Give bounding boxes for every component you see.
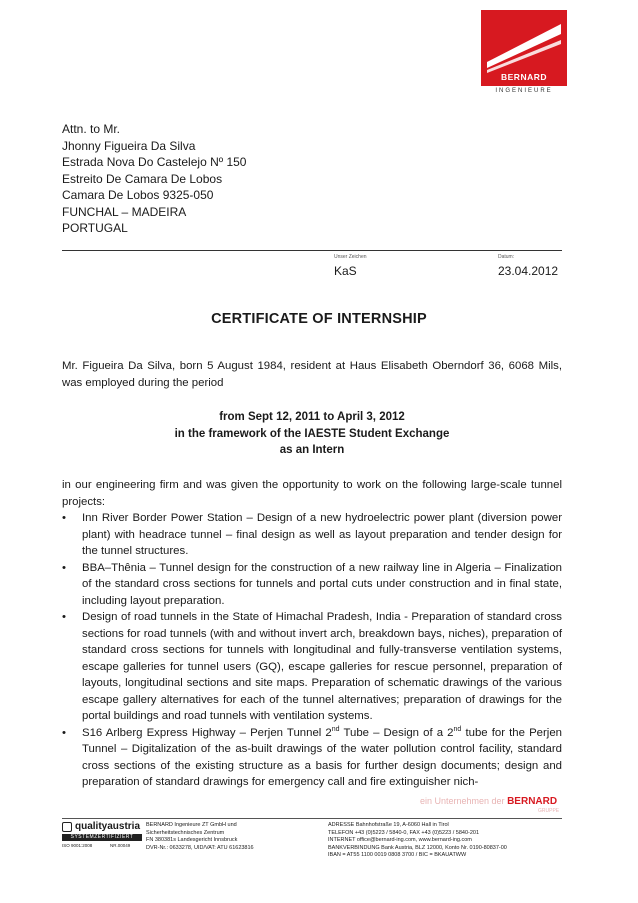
date-label: Datum: bbox=[498, 254, 515, 260]
footer-line: BANKVERBINDUNG Bank Austria, BLZ 12000, Konto Nr. 0190-80837-00 bbox=[328, 844, 507, 851]
list-item bbox=[62, 725, 562, 791]
footer-line: FN 380381s Landesgericht Innsbruck bbox=[146, 837, 238, 843]
iso-standard: ISO 9001:2008 bbox=[62, 843, 93, 848]
list-item-text-middle: Tube – Design of a 2 bbox=[339, 726, 454, 739]
address-line: Estrada Nova Do Castelejo Nº 150 bbox=[62, 155, 247, 169]
bullet-icon: • bbox=[62, 726, 66, 739]
footer-contact-info bbox=[328, 822, 507, 860]
address-line: Attn. to Mr. bbox=[62, 122, 121, 136]
certification-name: qualityaustria bbox=[75, 821, 141, 832]
footer-line: TELEFON +43 (0)5223 / 5840-0, FAX +43 (0)5223 / 5840-201 bbox=[328, 829, 480, 836]
address-line: Camara De Lobos 9325-050 bbox=[62, 188, 214, 202]
group-tagline bbox=[420, 796, 557, 807]
bullet-icon: • bbox=[62, 512, 66, 524]
list-item-text: Inn River Border Power Station – Design of a new hydroelectric power plant (diversion power plant) with headrace tunnel – final design as well as layout preparation and tender design for the tunnel structures. bbox=[82, 512, 562, 557]
bullet-icon: • bbox=[62, 611, 66, 623]
logo-subtitle: INGENIEURE bbox=[495, 88, 553, 94]
quality-mark-icon bbox=[62, 822, 72, 832]
reference-label: Unser Zeichen bbox=[334, 254, 367, 260]
program-line: in the framework of the IAESTE Student Exchange bbox=[174, 427, 450, 440]
ordinal-suffix: nd bbox=[331, 725, 340, 733]
tagline-brand: BERNARD bbox=[507, 796, 558, 807]
intro-paragraph: Mr. Figueira Da Silva, born 5 August 1984, resident at Haus Elisabeth Oberndorf 36, 6068 Mils, was employed during the period bbox=[62, 360, 562, 389]
certification-banner: SYSTEMZERTIFIZIERT bbox=[62, 834, 142, 841]
footer-line: IBAN = AT55 1100 0019 0808 3700 / BIC = BKAUATWW bbox=[328, 852, 467, 858]
tagline-text: ein Unternehmen der bbox=[420, 796, 505, 806]
company-logo bbox=[481, 10, 567, 94]
date-value: 23.04.2012 bbox=[498, 264, 559, 278]
role-line: as an Intern bbox=[279, 444, 345, 456]
address-line: FUNCHAL – MADEIRA bbox=[62, 204, 187, 219]
certification-number: NR.00049 bbox=[110, 843, 131, 848]
header-divider bbox=[62, 250, 562, 251]
list-item-text: Design of road tunnels in the State of Himachal Pradesh, India - Preparation of standard cross sections for road tunnels (with and without invert arch, breakdown bays, niches), preparation of standard cross sections for tunnels with longitudinal and fully-transverse ventilation systems, escape galleries for tunnel users (GQ), escape galleries for rescue personnel, preparation of layouts, longitudinal sections and site maps. Preparation of schematic drawings of the various escape gallery alternatives for each of the tunnel alternatives; preparation of drawings for the portal buildings and road tunnels with ventilation systems. bbox=[82, 611, 562, 722]
tagline-subtitle: GRUPPE bbox=[538, 808, 560, 814]
footer-line: INTERNET office@bernard-ing.com, www.bernard-ing.com bbox=[328, 837, 472, 843]
address-line: PORTUGAL bbox=[62, 221, 128, 235]
recipient-address bbox=[62, 121, 246, 237]
body-paragraph: in our engineering firm and was given the opportunity to work on the following large-scale tunnel projects: bbox=[62, 479, 562, 508]
list-item bbox=[62, 560, 562, 610]
period-line: from Sept 12, 2011 to April 3, 2012 bbox=[219, 411, 405, 423]
list-item-text-start: S16 Arlberg Express Highway – Perjen Tunnel 2 bbox=[82, 726, 332, 739]
list-item-text-end: tube for the Perjen Tunnel – Digitalization of the as-built drawings of the water pollution control facility, standard cross sections of the existing structure as a basis for further design documents; design and preparation of standard drawings for emergency call and fire extinguisher nich- bbox=[82, 726, 562, 788]
footer-divider bbox=[62, 818, 562, 819]
footer-line: ADRESSE Bahnhofstraße 19, A-6060 Hall in Tirol bbox=[328, 822, 449, 828]
address-line: Jhonny Figueira Da Silva bbox=[62, 138, 196, 153]
list-item-text: BBA–Thênia – Tunnel design for the construction of a new railway line in Algeria – Finalization of the standard cross sections for tunnels and portal cuts under construction and in final state, including layout preparation. bbox=[82, 561, 562, 607]
bullet-icon: • bbox=[62, 561, 66, 574]
reference-value: KaS bbox=[334, 264, 357, 278]
ordinal-suffix: nd bbox=[453, 725, 462, 733]
footer-line: DVR-Nr.: 0633278, UID/VAT: ATU 61623816 bbox=[146, 844, 254, 851]
address-line: Estreito De Camara De Lobos bbox=[62, 171, 223, 186]
list-item bbox=[62, 609, 562, 725]
logo-name: BERNARD bbox=[501, 72, 547, 82]
list-item bbox=[62, 510, 562, 560]
footer-line: BERNARD Ingenieure ZT GmbH und bbox=[146, 822, 237, 828]
footer-line: Sicherheitstechnisches Zentrum bbox=[146, 829, 225, 836]
project-list bbox=[62, 510, 562, 791]
footer-company-info bbox=[146, 822, 254, 852]
page-title: CERTIFICATE OF INTERNSHIP bbox=[211, 311, 427, 327]
